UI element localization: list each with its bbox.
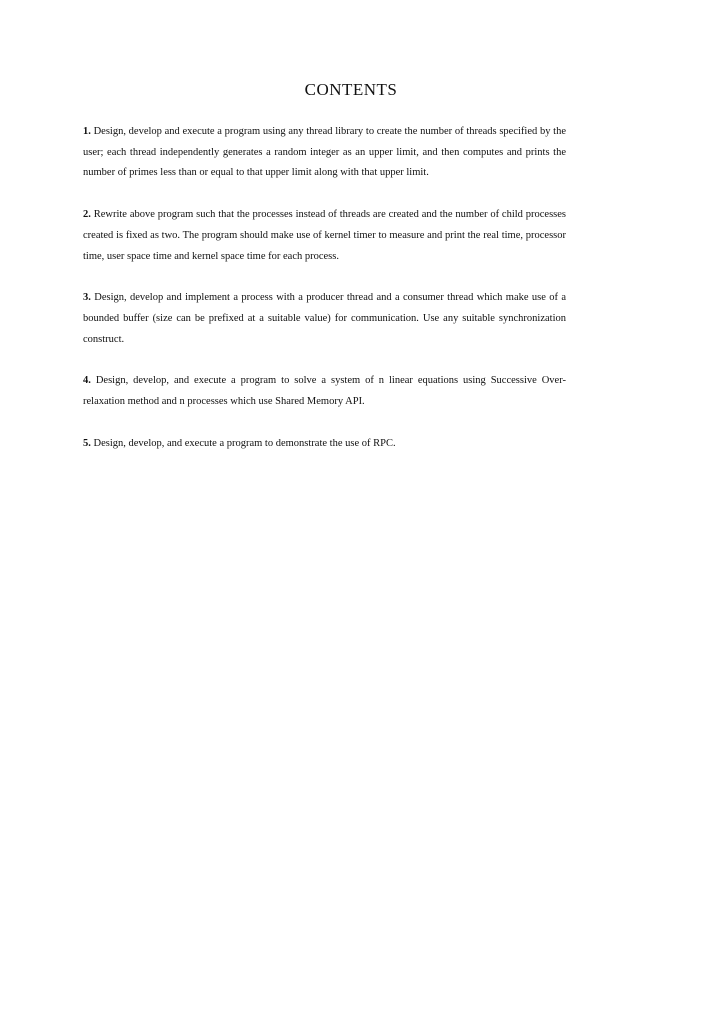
item-number: 1. <box>83 126 91 137</box>
contents-item-1 <box>83 122 566 184</box>
item-text: Design, develop and implement a process with a producer thread and a consumer thread which make use of a bounded buffer (size can be prefixed at a suitable value) for communication. Use any suitable synchronization construct. <box>83 292 566 345</box>
contents-item-4 <box>83 371 566 412</box>
item-number: 3. <box>83 292 91 304</box>
item-number: 5. <box>83 437 91 449</box>
contents-item-2 <box>83 205 566 267</box>
item-text: Design, develop and execute a program using any thread library to create the number of threads specified by the user; each thread independently generates a random integer as an upper limit, and then computes and prints the number of primes less than or equal to that upper limit along with that upper limit. <box>83 126 566 179</box>
contents-item-5 <box>83 434 566 455</box>
page-title: CONTENTS <box>304 80 398 99</box>
item-number: 4. <box>83 375 91 387</box>
contents-item-3 <box>83 288 566 350</box>
contents-list <box>83 122 566 475</box>
item-text: Design, develop, and execute a program to demonstrate the use of RPC. <box>93 437 396 449</box>
item-text: Rewrite above program such that the processes instead of threads are created and the number of child processes created is fixed as two. The program should make use of kernel timer to measure and print the real time, processor time, user space time and kernel space time for each process. <box>83 209 566 262</box>
item-text: Design, develop, and execute a program to solve a system of n linear equations using Successive Over-relaxation method and n processes which use Shared Memory API. <box>83 375 567 408</box>
item-number: 2. <box>83 209 91 221</box>
